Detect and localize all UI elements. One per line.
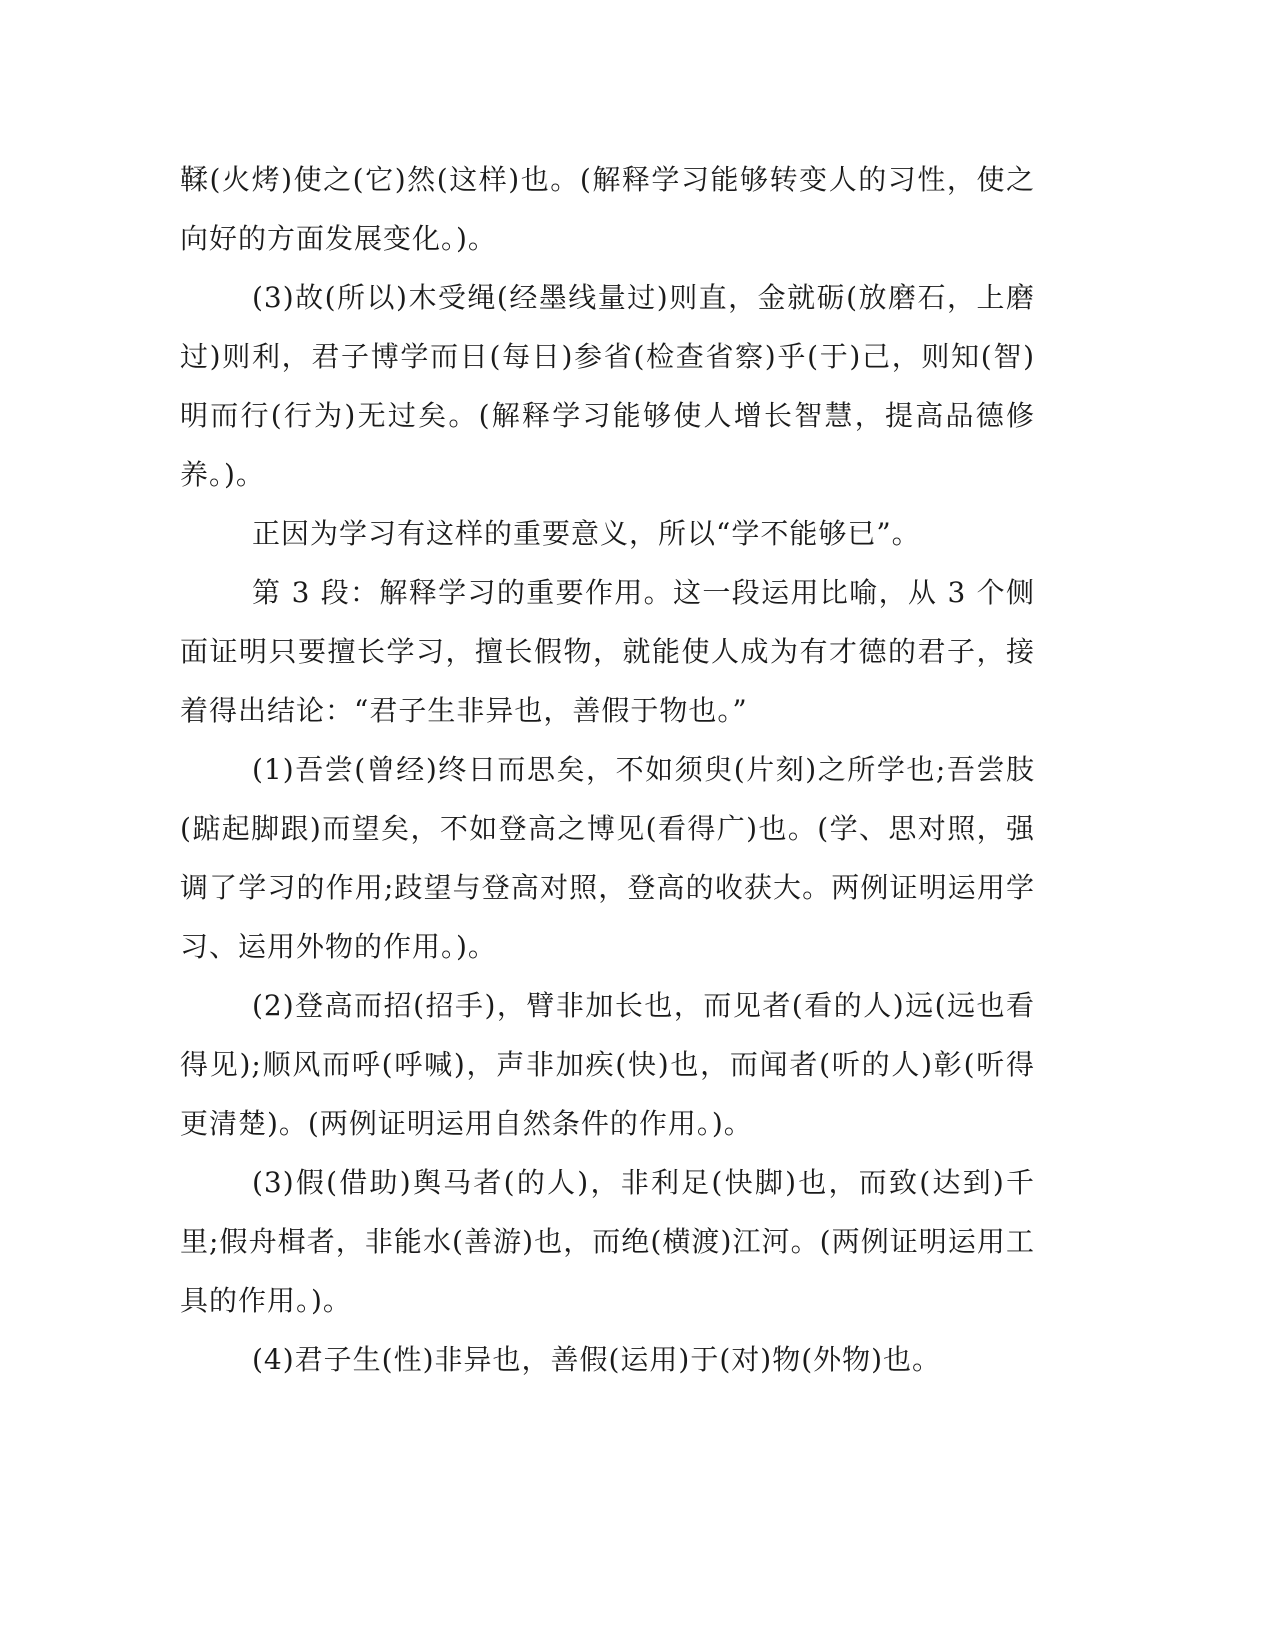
document-body xyxy=(180,150,1035,1389)
paragraph-section-3-intro: 第 3 段：解释学习的重要作用。这一段运用比喻，从 3 个侧面证明只要擅长学习，擅长假物，就能使人成为有才德的君子，接着得出结论：“君子生非异也，善假于物也。” xyxy=(180,576,1035,727)
paragraph-point-3: (3)故(所以)木受绳(经墨线量过)则直，金就砺(放磨石，上磨过)则利，君子博学而日(每日)参省(检查省察)乎(于)己，则知(智)明而行(行为)无过矣。(解释学习能够使人增长智慧，提高品德修养。)。 xyxy=(180,281,1035,491)
paragraph-example-4: (4)君子生(性)非异也，善假(运用)于(对)物(外物)也。 xyxy=(252,1343,942,1376)
paragraph-example-1: (1)吾尝(曾经)终日而思矣，不如须臾(片刻)之所学也;吾尝肢(踮起脚跟)而望矣，不如登高之博见(看得广)也。(学、思对照，强调了学习的作用;跂望与登高对照，登高的收获大。两例证明运用学习、运用外物的作用。)。 xyxy=(180,753,1035,963)
paragraph-summary: 正因为学习有这样的重要意义，所以“学不能够已”。 xyxy=(252,517,921,550)
paragraph-example-2: (2)登高而招(招手)，臂非加长也，而见者(看的人)远(远也看得见);顺风而呼(呼喊)，声非加疾(快)也，而闻者(听的人)彰(听得更清楚)。(两例证明运用自然条件的作用。)。 xyxy=(180,989,1035,1140)
paragraph-continuation: 鞣(火烤)使之(它)然(这样)也。(解释学习能够转变人的习性，使之向好的方面发展变化。)。 xyxy=(180,163,1035,255)
paragraph-example-3: (3)假(借助)舆马者(的人)，非利足(快脚)也，而致(达到)千里;假舟楫者，非能水(善游)也，而绝(横渡)江河。(两例证明运用工具的作用。)。 xyxy=(180,1166,1035,1317)
